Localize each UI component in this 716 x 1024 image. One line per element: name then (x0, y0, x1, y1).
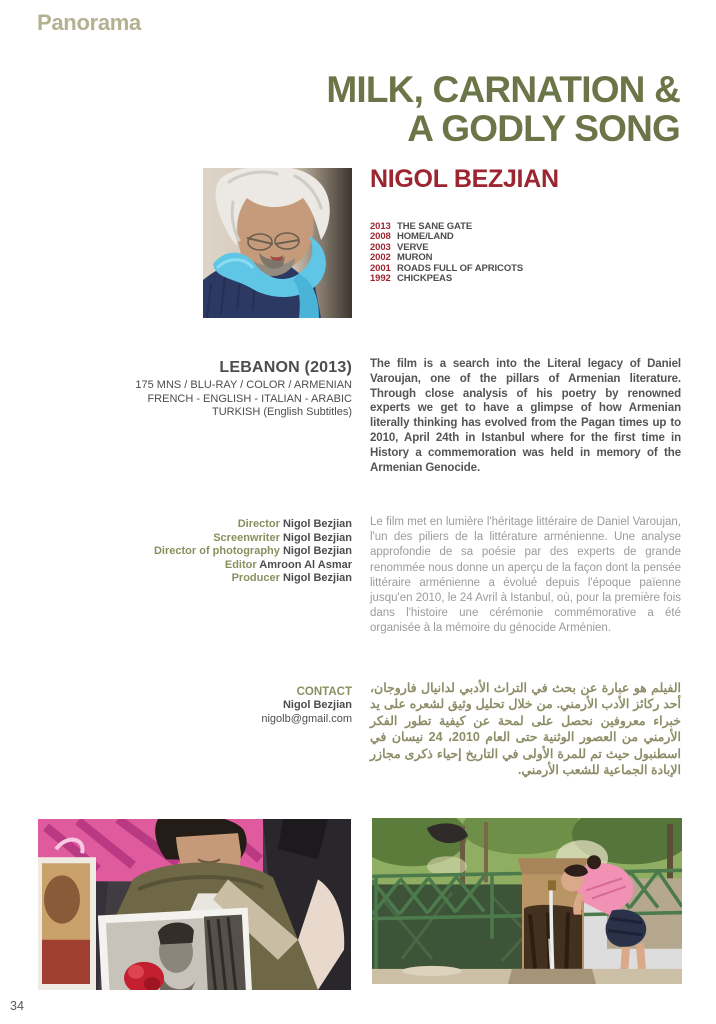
credit-row (38, 559, 352, 573)
section-label: Panorama (37, 10, 141, 35)
credit-role: Director (237, 518, 280, 530)
filmography-item (370, 274, 523, 284)
synopsis-arabic: الفيلم هو عبارة عن بحث في التراث الأدبي لدانيال فاروجان، أحد ركائز الأدب الأرمني. من خلال تحليل وثيق لشعره على يد خبراء معروفين نحصل على لمحة عن كيفية تطور الفكر الأرمني من العصور الوثنية حتى العام 2010، 24 نيسان في اسطنبول حيث تم للمرة الأولى في التاريخ إحياء ذكرى مجازر الإبادة الجماعية للشعب الأرمني. (370, 681, 681, 778)
synopsis-french: Le film met en lumière l'héritage littéraire de Daniel Varoujan, l'un des piliers de la littérature arménienne. Une analyse approfondie de sa poésie par des experts de grande renommée nous donne un aperçu de la façon dont la pensée littéraire arménienne a évolué depuis l'époque païenne jusqu'en 2010, le 24 Avril à Istanbul, où, pour la première fois dans l'histoire une cérémonie commémorative a été organisée à la mémoire du génocide Arménien. (370, 516, 681, 635)
filmography-list (370, 222, 523, 284)
filmography-title: VERVE (397, 241, 429, 253)
filmography-year: 2003 (370, 241, 391, 253)
credits-list (38, 518, 352, 586)
film-title (180, 70, 680, 148)
contact-email: nigolb@gmail.com (261, 712, 352, 725)
film-title-line2: A GODLY SONG (407, 108, 680, 149)
filmography-title: HOME/LAND (397, 231, 454, 243)
credit-row (38, 532, 352, 546)
film-specs-line: FRENCH - ENGLISH - ITALIAN - ARABIC (147, 392, 352, 405)
credit-row (38, 572, 352, 586)
credit-role: Director of photography (153, 545, 280, 558)
filmography-year: 2013 (370, 221, 391, 232)
credit-row (38, 545, 352, 559)
director-name: NIGOL BEZJIAN (370, 165, 559, 193)
credit-name: Nigol Bezjian (282, 531, 352, 544)
film-specs (38, 358, 352, 420)
filmography-year: 2008 (370, 231, 391, 243)
credit-row (38, 518, 352, 532)
director-portrait-photo (203, 168, 352, 318)
filmography-title: MURON (397, 252, 433, 264)
credit-role: Editor (224, 558, 257, 571)
credit-name: Nigol Bezjian (282, 572, 352, 585)
filmography-title: THE SANE GATE (397, 221, 473, 232)
contact-block (38, 685, 352, 726)
contact-label: CONTACT (296, 686, 352, 698)
filmography-item (370, 232, 523, 242)
credit-role: Screenwriter (213, 531, 280, 544)
credit-name: Nigol Bezjian (282, 518, 352, 530)
filmography-title: ROADS FULL OF APRICOTS (397, 262, 524, 274)
contact-name: Nigol Bezjian (282, 699, 352, 711)
filmography-year: 1992 (370, 273, 391, 285)
filmography-item (370, 243, 523, 253)
credit-name: Amroon Al Asmar (259, 558, 352, 571)
filmography-year: 2001 (370, 262, 391, 274)
film-still-girl-drinking-fountain (372, 818, 682, 984)
film-still-man-holding-portrait (38, 819, 351, 990)
credit-role: Producer (231, 572, 280, 585)
credit-name: Nigol Bezjian (282, 545, 352, 558)
film-specs-line: TURKISH (English Subtitles) (212, 406, 352, 419)
filmography-year: 2002 (370, 252, 391, 264)
synopsis-english: The film is a search into the Literal legacy of Daniel Varoujan, one of the pillars of Armenian literature. Through close analysis of his poetry by renowned experts we get to have a glimpse of how Armenian literally thinking has evolved from the Pagan times up to 2010, April 24th in Istanbul where for the first time in History a commemoration was held in memory of the Armenian Genocide. (370, 358, 681, 474)
film-country-year: LEBANON (2013) (219, 359, 352, 376)
page-number: 34 (10, 999, 24, 1013)
film-specs-line: 175 MNS / BLU-RAY / COLOR / ARMENIAN (135, 379, 352, 391)
film-title-line1: MILK, CARNATION & (326, 69, 680, 110)
filmography-title: CHICKPEAS (397, 273, 453, 285)
